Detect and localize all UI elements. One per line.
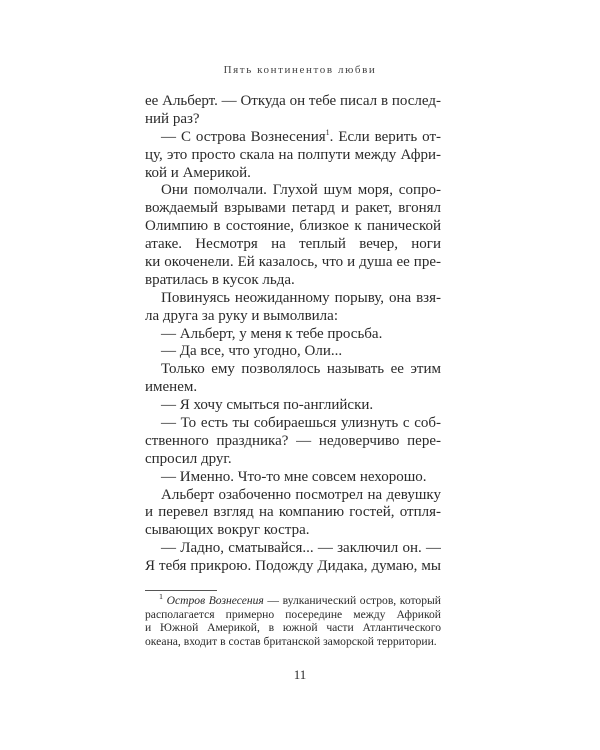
text-line: ний раз? bbox=[145, 110, 200, 127]
text-line: Альберт озабоченно посмотрел на девушку bbox=[161, 486, 441, 503]
text-line: — Именно. Что-то мне совсем нехорошо. bbox=[161, 468, 427, 485]
text-line: вратилась в кусок льда. bbox=[145, 271, 295, 288]
text-line: Повинуясь неожиданному порыву, она взя- bbox=[161, 289, 441, 306]
text-line: Только ему позволялось называть ее этим bbox=[161, 361, 441, 378]
footnote bbox=[145, 594, 441, 649]
text-line: ки окоченели. Ей казалось, что и душа ее пре- bbox=[145, 254, 441, 271]
text-line: — С острова Вознесения$^1$. Если верить от- bbox=[161, 128, 441, 145]
text-line: Олимпию в состояние, близкое к панической bbox=[145, 218, 441, 235]
text-line: атаке. Несмотря на теплый вечер, ноги bbox=[145, 236, 441, 253]
running-head: Пять континентов любви bbox=[223, 64, 377, 76]
text-line: ственного праздника? — недоверчиво пере- bbox=[145, 432, 441, 449]
text-line: сывающих вокруг костра. bbox=[145, 522, 310, 539]
text-line: — Альберт, у меня к тебе просьба. bbox=[161, 325, 383, 342]
text-line: цу, это просто скала на полпути между Афри- bbox=[145, 146, 441, 163]
text-line: — Да все, что угодно, Оли... bbox=[161, 343, 343, 360]
text-line: — То есть ты собираешься улизнуть с соб- bbox=[161, 415, 441, 432]
footnote-divider bbox=[145, 590, 217, 591]
text-line: — Я хочу смыться по-английски. bbox=[161, 397, 374, 414]
body-text bbox=[145, 93, 441, 576]
footnote-reference: 1 bbox=[325, 128, 330, 137]
footnote-line: располагается примерно посередине между Африкой bbox=[145, 607, 441, 621]
text-line: ла друга за руку и вымолвила: bbox=[145, 307, 338, 324]
text-line: Я тебя прикрою. Подожду Дидака, думаю, мы bbox=[145, 558, 441, 575]
text-line: вождаемый взрывами петард и ракет, вгонял bbox=[145, 200, 441, 217]
text-line: и перевел взгляд на компанию гостей, отпля- bbox=[145, 504, 441, 521]
footnote-term: Остров Вознесения bbox=[166, 594, 264, 607]
text-line: ее Альберт. — Откуда он тебе писал в послед- bbox=[145, 93, 441, 109]
footnote-marker: 1 bbox=[159, 594, 163, 602]
footnote-line: и Южной Америкой, в южной части Атлантического bbox=[145, 621, 441, 635]
footnote-line: $^1$ Остров Вознесения — вулканический остров, который bbox=[159, 594, 441, 607]
text-line: Они помолчали. Глухой шум моря, сопро- bbox=[161, 182, 441, 199]
footnote-line: океана, входит в состав британской заморской территории. bbox=[145, 635, 437, 649]
text-line: кой и Америкой. bbox=[145, 164, 251, 181]
text-line: спросил друг. bbox=[145, 450, 232, 467]
text-line: именем. bbox=[145, 379, 198, 396]
text-line: — Ладно, сматывайся... — заключил он. — bbox=[161, 540, 441, 557]
page-number: 11 bbox=[293, 667, 307, 682]
